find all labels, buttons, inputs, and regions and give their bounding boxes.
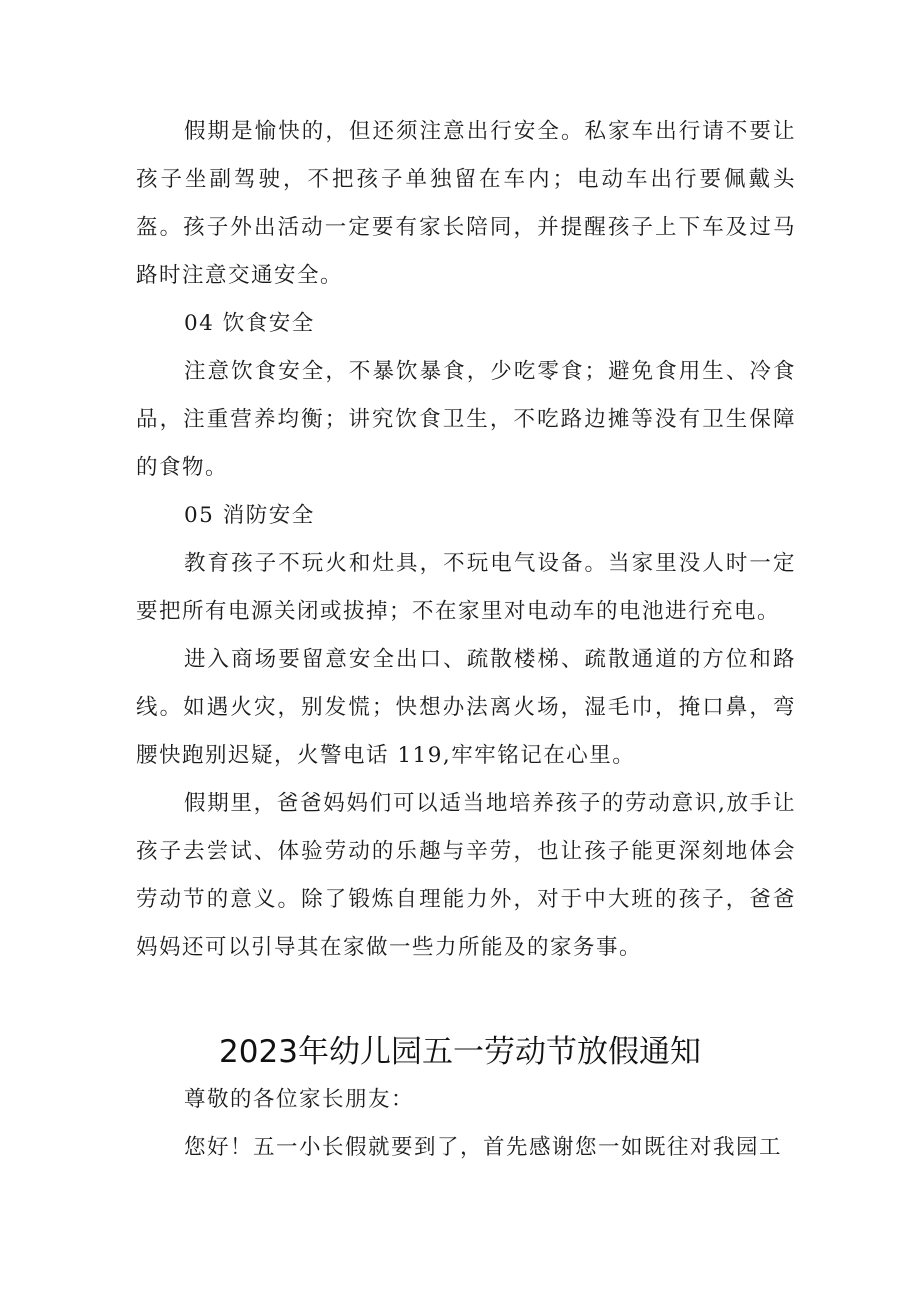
traffic-safety-paragraph: 假期是愉快的，但还须注意出行安全。私家车出行请不要让孩子坐副驾驶，不把孩子单独留在车内；电动车出行要佩戴头盔。孩子外出活动一定要有家长陪同，并提醒孩子上下车及过马路时注意交通安全。 [136,119,796,288]
food-safety-paragraph: 注意饮食安全，不暴饮暴食，少吃零食；避免食用生、冷食品，注重营养均衡；讲究饮食卫生，不吃路边摊等没有卫生保障的食物。 [136,359,796,480]
notice-title: 2023年幼儿园五一劳动节放假通知 [219,1034,701,1070]
section-heading-fire-safety: 05 消防安全 [184,503,315,528]
section-heading-food-safety: 04 饮食安全 [184,311,315,336]
evacuation-paragraph: 进入商场要留意安全出口、疏散楼梯、疏散通道的方位和路线。如遇火灾，别发慌；快想办法离火场，湿毛巾，掩口鼻，弯腰快跑别迟疑，火警电话 119,牢牢铭记在心里。 [136,647,796,768]
notice-opening-line: 您好！五一小长假就要到了，首先感谢您一如既往对我园工 [184,1135,783,1160]
notice-salutation: 尊敬的各位家长朋友： [184,1087,415,1112]
labor-education-paragraph: 假期里，爸爸妈妈们可以适当地培养孩子的劳动意识,放手让孩子去尝试、体验劳动的乐趣与辛劳，也让孩子能更深刻地体会劳动节的意义。除了锻炼自理能力外，对于中大班的孩子，爸爸妈妈还可以引导其在家做一些力所能及的家务事。 [136,791,796,960]
fire-safety-paragraph: 教育孩子不玩火和灶具，不玩电气设备。当家里没人时一定要把所有电源关闭或拔掉；不在家里对电动车的电池进行充电。 [136,551,796,624]
